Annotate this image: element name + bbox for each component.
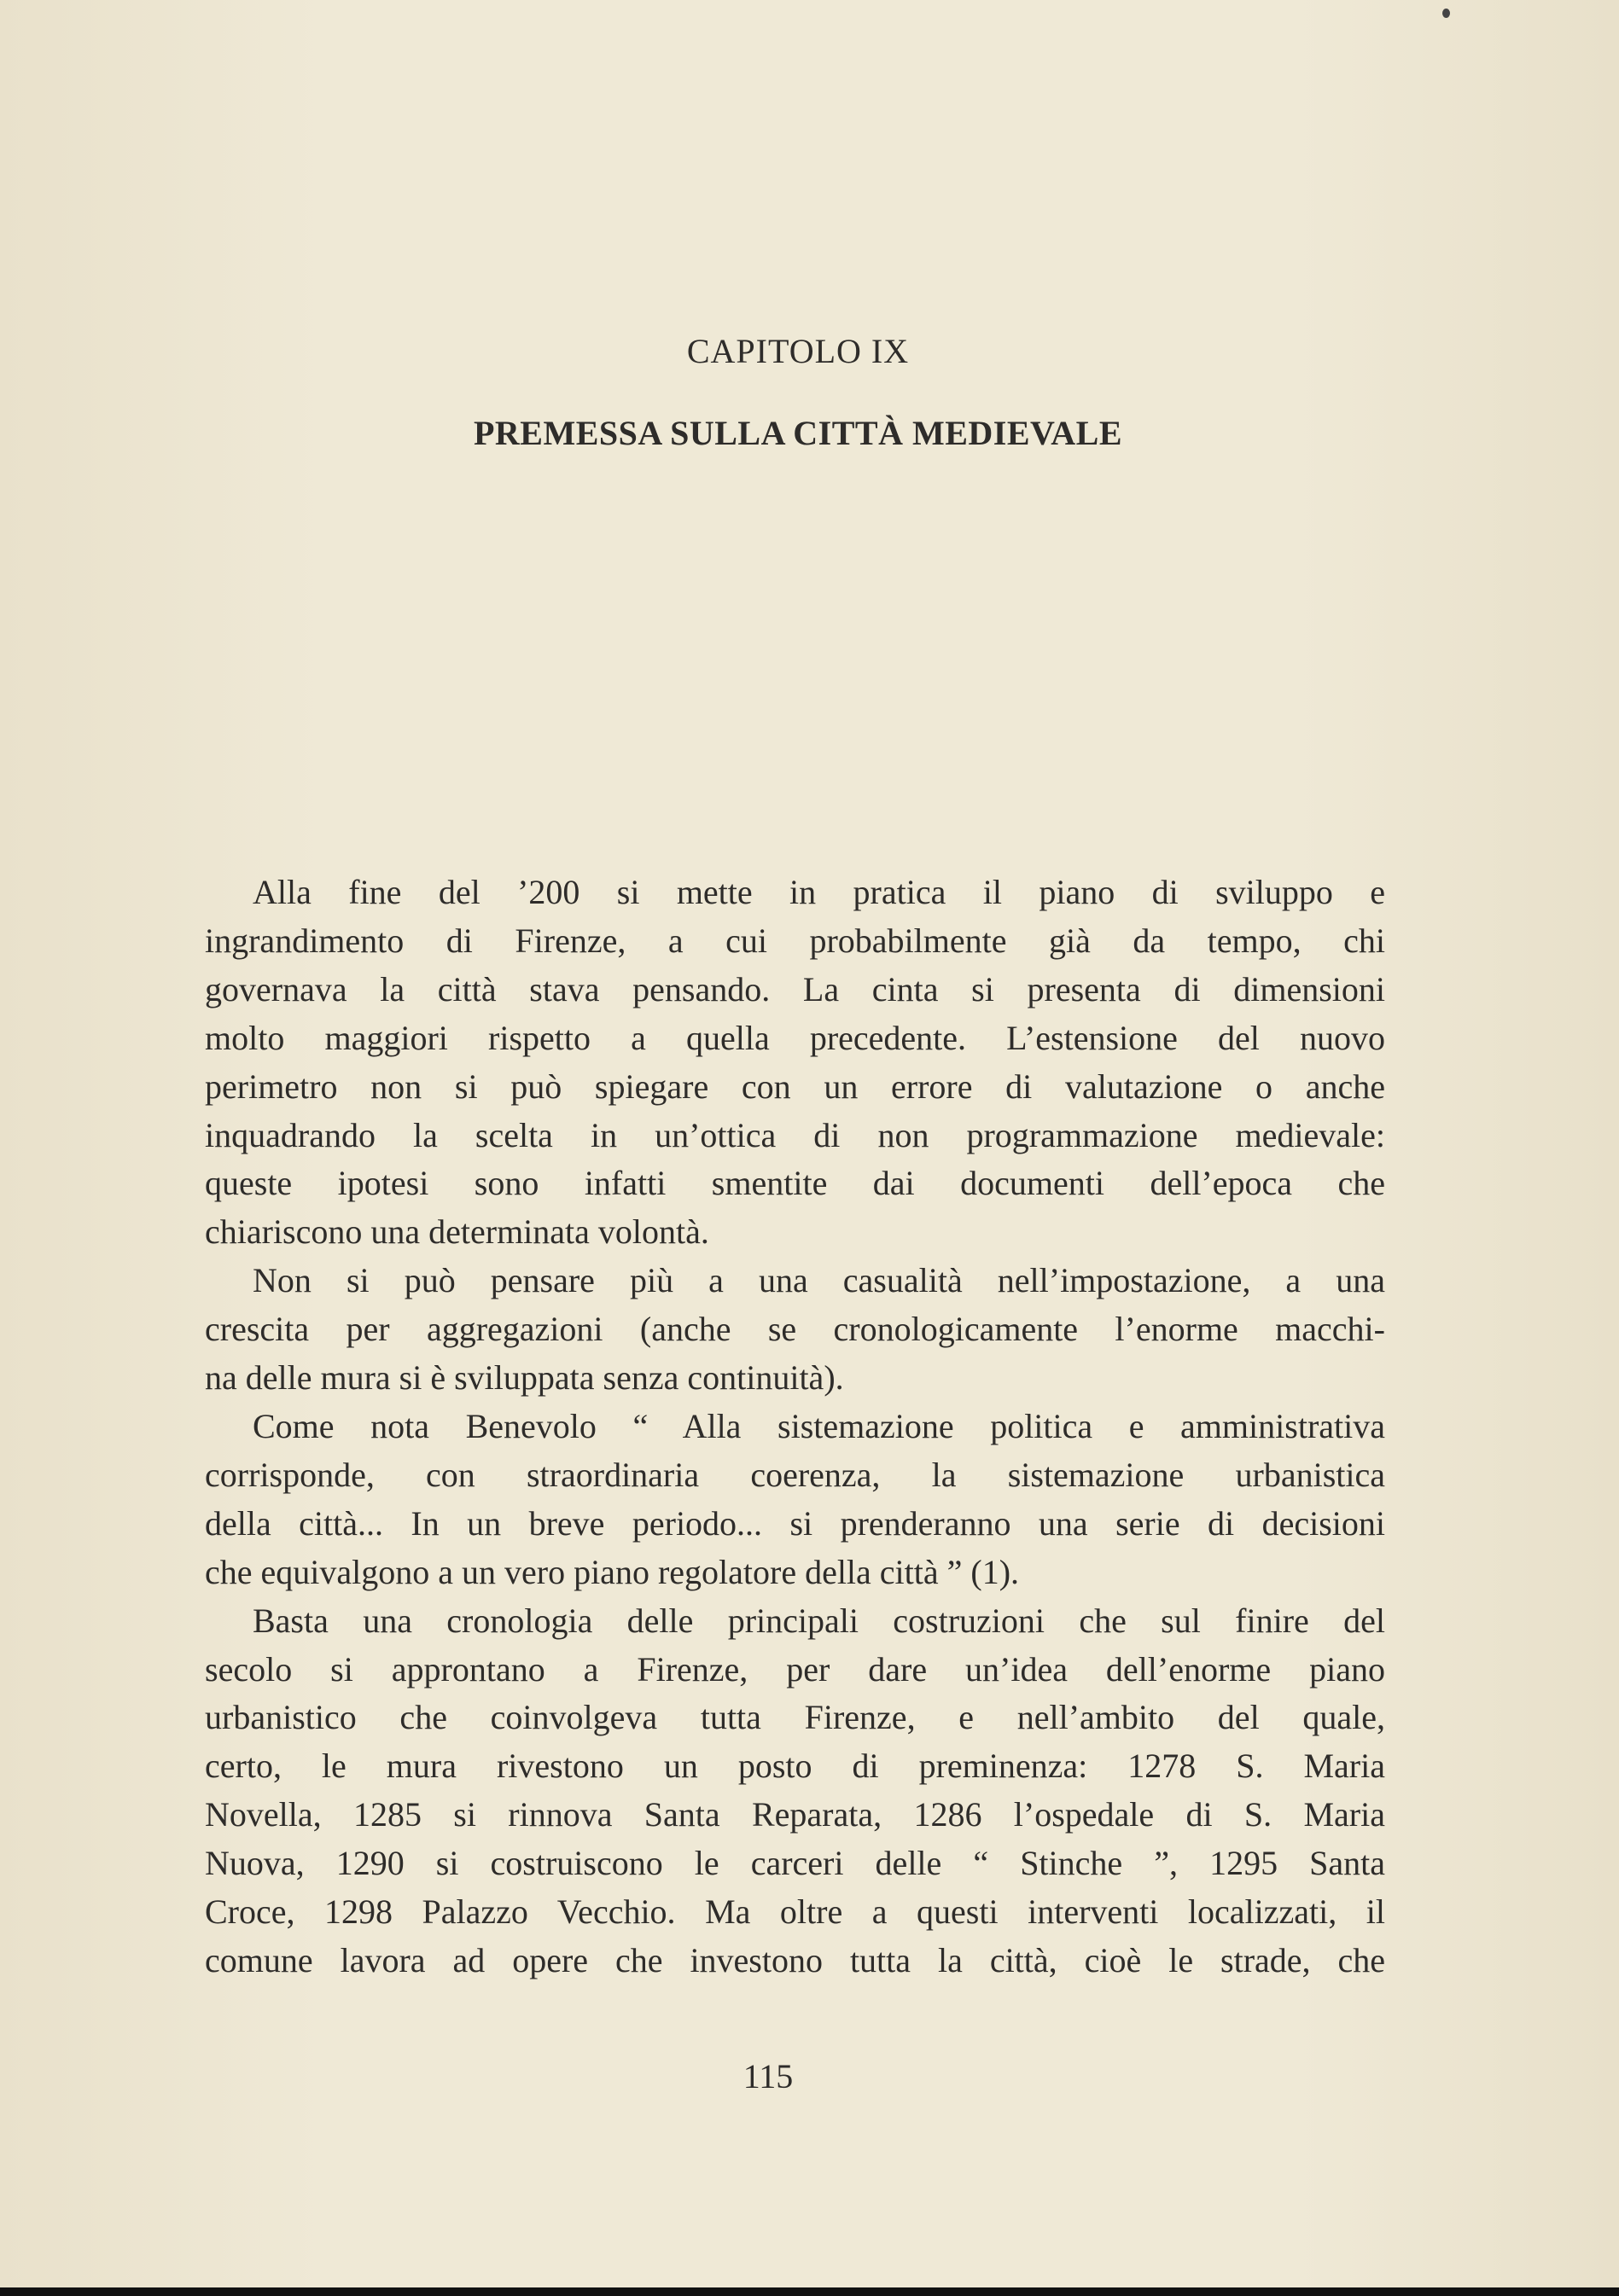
text-line: Non si può pensare più a una casualità nell’impostazione, a una bbox=[253, 1261, 1385, 1300]
text-line: Alla fine del ’200 si mette in pratica il piano di sviluppo e bbox=[253, 873, 1385, 911]
text-line: governava la città stava pensando. La cinta si presenta di dimensioni bbox=[205, 969, 1385, 1008]
text-line: Novella, 1285 si rinnova Santa Reparata, 1286 l’ospedale di S. Maria bbox=[205, 1795, 1385, 1834]
text-line: Croce, 1298 Palazzo Vecchio. Ma oltre a questi interventi localizzati, il bbox=[205, 1892, 1385, 1932]
text-line: Come nota Benevolo “ Alla sistemazione politica e amministrativa bbox=[253, 1406, 1385, 1445]
body-text bbox=[205, 869, 1385, 1985]
text-line: urbanistico che coinvolgeva tutta Firenze, e nell’ambito del quale, bbox=[205, 1698, 1385, 1737]
text-line: della città... In un breve periodo... si prenderanno una serie di decisioni bbox=[205, 1503, 1385, 1543]
text-line: crescita per aggregazioni (anche se cronologicamente l’enorme macchi- bbox=[205, 1310, 1385, 1349]
text-line: chiariscono una determinata volontà. bbox=[205, 1212, 709, 1252]
text-line: molto maggiori rispetto a quella precedente. L’estensione del nuovo bbox=[205, 1018, 1385, 1057]
text-line: corrisponde, con straordinaria coerenza, la sistemazione urbanistica bbox=[205, 1455, 1385, 1494]
text-line: che equivalgono a un vero piano regolatore della città ” (1). bbox=[205, 1552, 1020, 1591]
chapter-number: CAPITOLO IX bbox=[686, 332, 910, 370]
chapter-title: PREMESSA SULLA CITTÀ MEDIEVALE bbox=[473, 414, 1123, 452]
text-line: certo, le mura rivestono un posto di preminenza: 1278 S. Maria bbox=[205, 1747, 1385, 1786]
page-number: 115 bbox=[743, 2057, 794, 2095]
text-line: inquadrando la scelta in un’ottica di non programmazione medievale: bbox=[205, 1115, 1385, 1154]
paragraph bbox=[205, 1597, 1385, 1985]
text-line: queste ipotesi sono infatti smentite dai documenti dell’epoca che bbox=[205, 1164, 1385, 1203]
paragraph bbox=[205, 869, 1385, 1257]
ink-speck bbox=[1442, 9, 1450, 18]
text-line: na delle mura si è sviluppata senza continuità). bbox=[205, 1358, 844, 1398]
text-line: secolo si approntano a Firenze, per dare un’idea dell’enorme piano bbox=[205, 1649, 1385, 1689]
paragraph bbox=[205, 1257, 1385, 1403]
text-line: Nuova, 1290 si costruiscono le carceri delle “ Stinche ”, 1295 Santa bbox=[205, 1844, 1385, 1883]
text-line: comune lavora ad opere che investono tutta la città, cioè le strade, che bbox=[205, 1940, 1385, 1979]
text-line: perimetro non si può spiegare con un errore di valutazione o anche bbox=[205, 1067, 1385, 1106]
text-line: Basta una cronologia delle principali costruzioni che sul finire del bbox=[253, 1601, 1385, 1640]
scan-edge bbox=[0, 2287, 1619, 2296]
paragraph bbox=[205, 1403, 1385, 1597]
text-line: ingrandimento di Firenze, a cui probabilmente già da tempo, chi bbox=[205, 921, 1385, 960]
